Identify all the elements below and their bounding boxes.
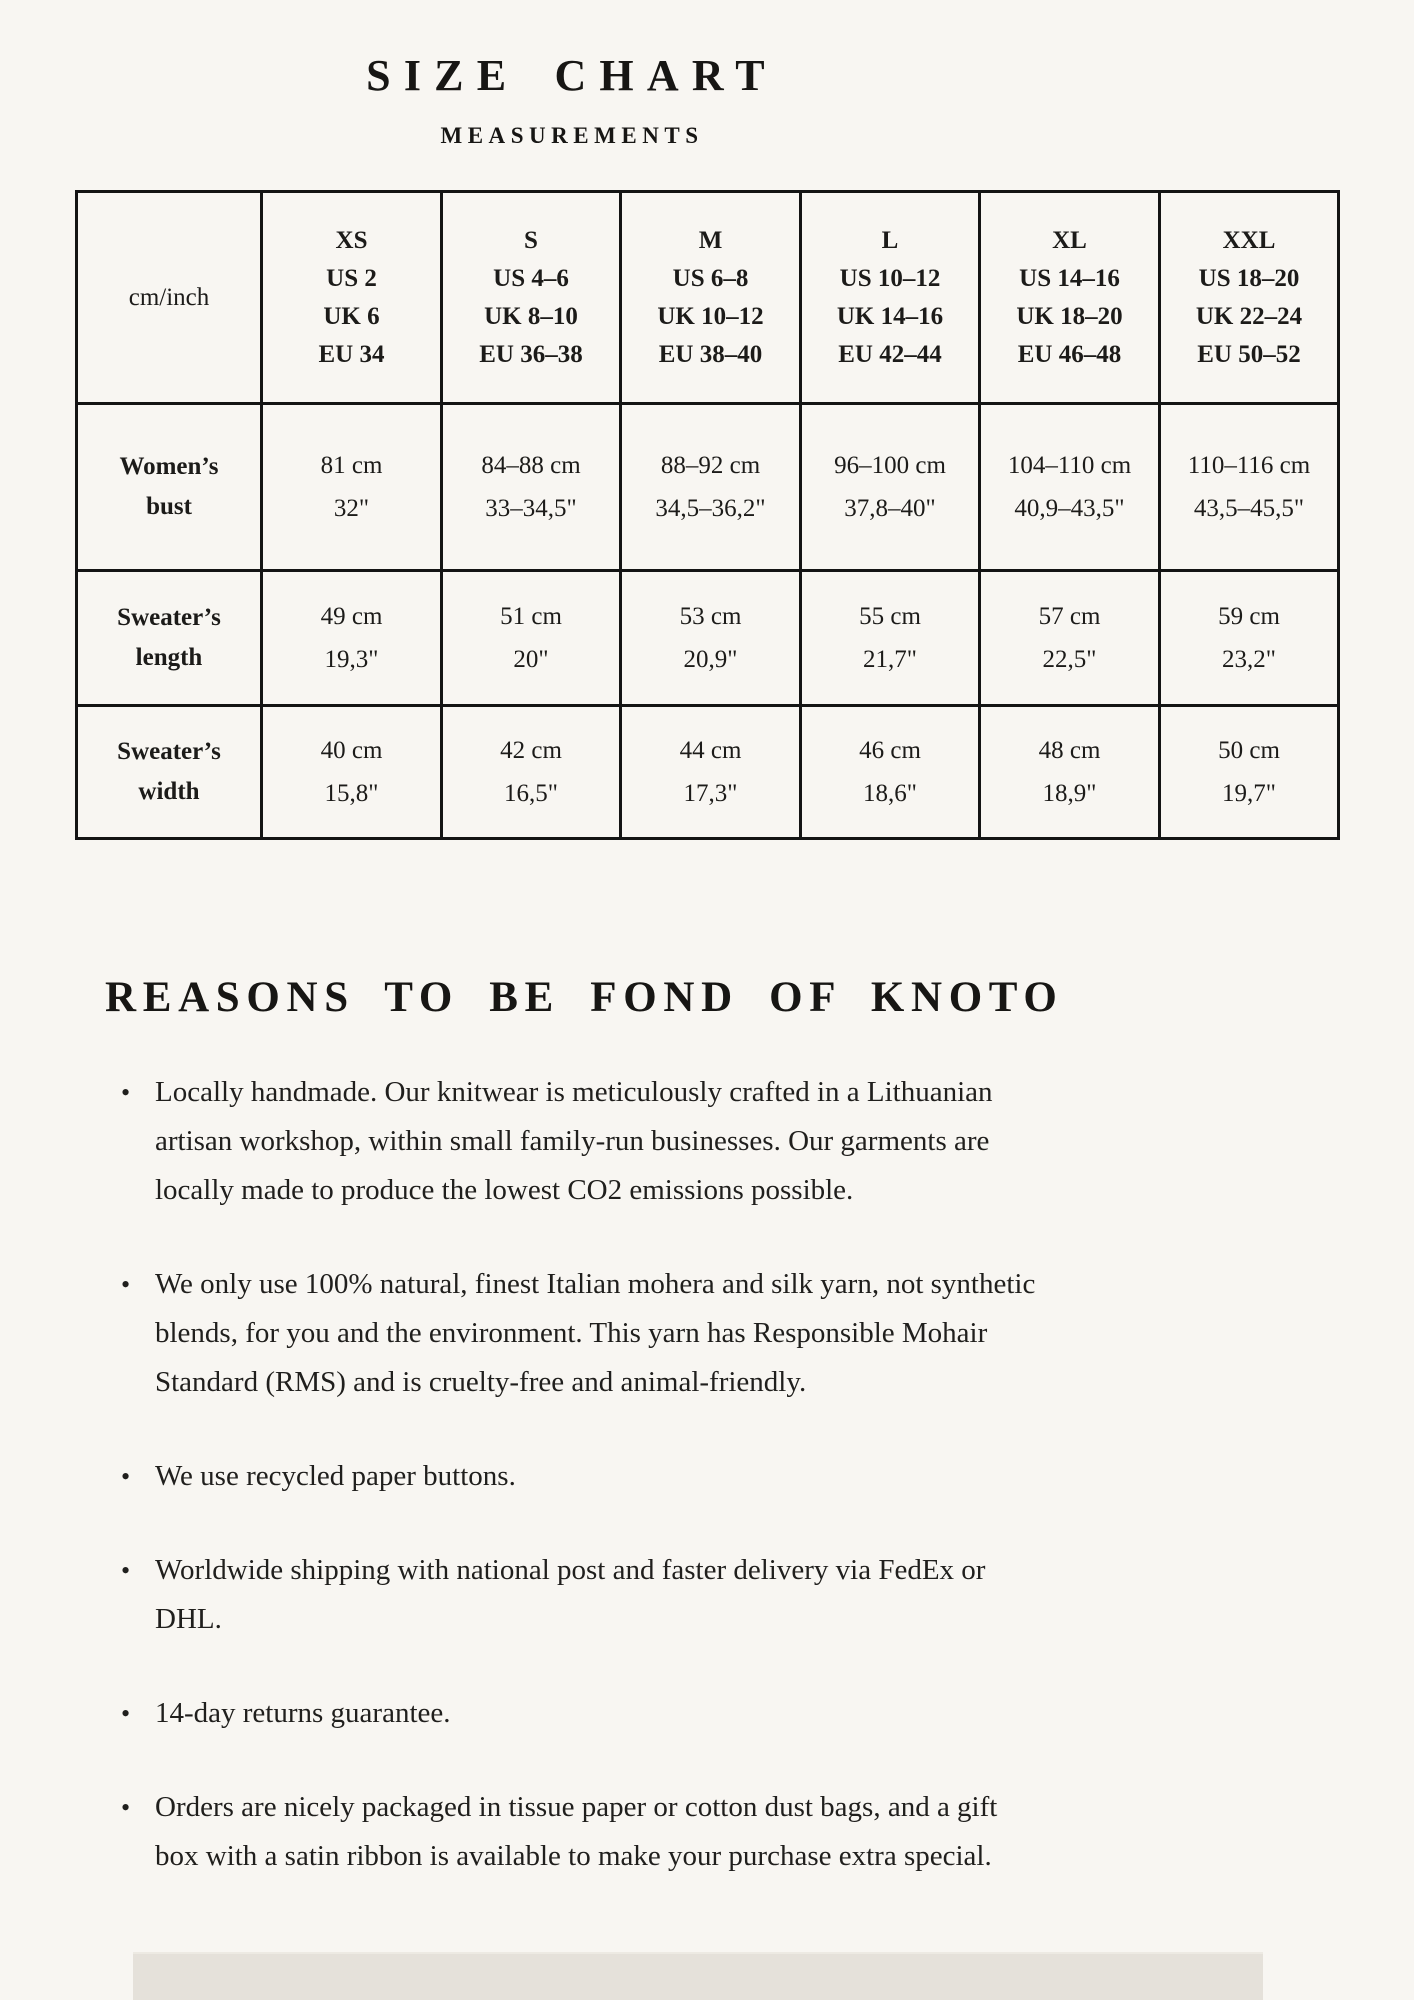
measure-cell	[262, 404, 442, 571]
inch-value: 37,8–40"	[844, 495, 936, 522]
cm-value: 84–88 cm	[481, 452, 581, 479]
list-item	[105, 1068, 1335, 1215]
inch-value: 18,6"	[863, 780, 917, 807]
list-item	[105, 1783, 1335, 1881]
table-row-sweaters-width	[77, 706, 1339, 839]
size-col-header-m	[621, 192, 801, 404]
us-size: US 4–6	[493, 264, 569, 292]
size-col-header-l	[801, 192, 980, 404]
us-size: US 18–20	[1198, 264, 1300, 292]
inch-value: 23,2"	[1222, 646, 1276, 673]
measure-cell	[801, 571, 980, 706]
size-col-header-xl	[980, 192, 1160, 404]
reasons-section	[105, 972, 1335, 1926]
inch-value: 18,9"	[1042, 780, 1097, 807]
reason-text-line: • 14-day returns guarantee.	[155, 1697, 451, 1729]
inch-value: 16,5"	[504, 780, 558, 807]
measure-cell	[442, 404, 621, 571]
cm-value: 48 cm	[1038, 737, 1101, 764]
table-header-row	[77, 192, 1339, 404]
reason-text-line: Standard (RMS) and is cruelty-free and animal-friendly.	[155, 1366, 807, 1398]
inch-value: 19,7"	[1222, 780, 1276, 807]
cm-value: 55 cm	[859, 603, 921, 630]
size-chart-table	[75, 190, 1340, 840]
table-row-sweaters-length	[77, 571, 1339, 706]
list-item	[105, 1546, 1335, 1644]
eu-size: EU 34	[318, 340, 385, 368]
cm-value: 44 cm	[679, 737, 742, 764]
reason-text-line: • Locally handmade. Our knitwear is meticulously crafted in a Lithuanian	[155, 1076, 993, 1108]
measure-cell	[980, 706, 1160, 839]
measure-cell	[442, 706, 621, 839]
measure-cell	[801, 404, 980, 571]
uk-size: UK 8–10	[484, 302, 578, 330]
cm-value: 42 cm	[500, 737, 562, 764]
us-size: US 6–8	[672, 264, 749, 292]
inch-value: 33–34,5"	[485, 495, 577, 522]
eu-size: EU 36–38	[479, 340, 583, 368]
inch-value: 32"	[333, 495, 370, 522]
reason-text-line: locally made to produce the lowest CO2 emissions possible.	[155, 1174, 854, 1206]
row-label-sweaters-length: Sweater’s length	[77, 571, 262, 706]
size-label: XS	[335, 226, 368, 254]
measure-cell	[980, 404, 1160, 571]
measure-cell	[1160, 404, 1339, 571]
measure-cell	[262, 571, 442, 706]
eu-size: EU 38–40	[658, 340, 763, 368]
inch-value: 20,9"	[683, 646, 738, 673]
size-label: L	[881, 226, 899, 254]
reason-text-line: box with a satin ribbon is available to make your purchase extra special.	[155, 1840, 992, 1872]
measure-cell	[442, 571, 621, 706]
uk-size: UK 10–12	[657, 302, 764, 330]
list-item	[105, 1689, 1335, 1738]
inch-value: 15,8"	[324, 780, 379, 807]
cm-value: 53 cm	[679, 603, 742, 630]
cm-value: 50 cm	[1218, 737, 1280, 764]
measure-cell	[621, 706, 801, 839]
reason-text-line: • We use recycled paper buttons.	[155, 1460, 516, 1492]
reason-text-line: DHL.	[155, 1603, 222, 1635]
cm-value: 104–110 cm	[1007, 452, 1132, 479]
reason-text-line: • Orders are nicely packaged in tissue paper or cotton dust bags, and a gift	[155, 1791, 998, 1823]
reason-text-line: artisan workshop, within small family-run businesses. Our garments are	[155, 1125, 990, 1157]
size-label: M	[698, 226, 723, 254]
measure-cell	[621, 571, 801, 706]
us-size: US 2	[326, 264, 377, 292]
cm-value: 49 cm	[320, 603, 383, 630]
units-corner-cell: cm/inch	[77, 192, 262, 404]
size-col-header-s	[442, 192, 621, 404]
measure-cell	[262, 706, 442, 839]
us-size: US 14–16	[1019, 264, 1120, 292]
page-subtitle: MEASUREMENTS	[440, 123, 704, 148]
cm-value: 59 cm	[1218, 603, 1280, 630]
list-item	[105, 1452, 1335, 1501]
measure-cell	[621, 404, 801, 571]
inch-value: 21,7"	[863, 646, 917, 673]
table-row-womens-bust	[77, 404, 1339, 571]
uk-size: UK 6	[323, 302, 380, 330]
uk-size: UK 14–16	[836, 302, 944, 330]
measure-cell	[1160, 706, 1339, 839]
inch-value: 20"	[513, 646, 549, 673]
measure-cell	[980, 571, 1160, 706]
cm-value: 81 cm	[320, 452, 383, 479]
eu-size: EU 50–52	[1197, 340, 1301, 368]
cm-value: 51 cm	[500, 603, 562, 630]
title-block	[0, 50, 1144, 149]
size-col-header-xxl	[1160, 192, 1339, 404]
cm-value: 46 cm	[859, 737, 921, 764]
inch-value: 17,3"	[683, 780, 738, 807]
list-item	[105, 1260, 1335, 1407]
size-label: S	[524, 226, 538, 254]
size-label: XL	[1052, 226, 1087, 254]
size-col-header-xs	[262, 192, 442, 404]
eu-size: EU 42–44	[838, 340, 942, 368]
eu-size: EU 46–48	[1017, 340, 1122, 368]
uk-size: UK 18–20	[1016, 302, 1123, 330]
inch-value: 19,3"	[324, 646, 379, 673]
inch-value: 40,9–43,5"	[1014, 495, 1125, 522]
reasons-list	[105, 1068, 1335, 1881]
reason-text-line: • Worldwide shipping with national post and faster delivery via FedEx or	[155, 1554, 986, 1586]
row-label-womens-bust: Women’s bust	[77, 404, 262, 571]
inch-value: 43,5–45,5"	[1193, 495, 1305, 522]
measure-cell	[1160, 571, 1339, 706]
us-size: US 10–12	[839, 264, 941, 292]
next-section-preview-block	[133, 1952, 1263, 2000]
cm-value: 96–100 cm	[834, 452, 946, 479]
reasons-heading: REASONS TO BE FOND OF KNOTO	[105, 974, 1064, 1021]
page-title: SIZE CHART	[366, 51, 778, 100]
uk-size: UK 22–24	[1195, 302, 1303, 330]
cm-value: 88–92 cm	[660, 452, 761, 479]
cm-value: 40 cm	[320, 737, 383, 764]
inch-value: 22,5"	[1042, 646, 1097, 673]
row-label-sweaters-width: Sweater’s width	[77, 706, 262, 839]
reason-text-line: • We only use 100% natural, finest Italian mohera and silk yarn, not synthetic	[155, 1268, 1036, 1300]
inch-value: 34,5–36,2"	[655, 495, 766, 522]
cm-value: 110–116 cm	[1187, 452, 1311, 479]
measure-cell	[801, 706, 980, 839]
cm-value: 57 cm	[1038, 603, 1101, 630]
reason-text-line: blends, for you and the environment. This yarn has Responsible Mohair	[155, 1317, 988, 1349]
size-label: XXL	[1222, 226, 1276, 254]
